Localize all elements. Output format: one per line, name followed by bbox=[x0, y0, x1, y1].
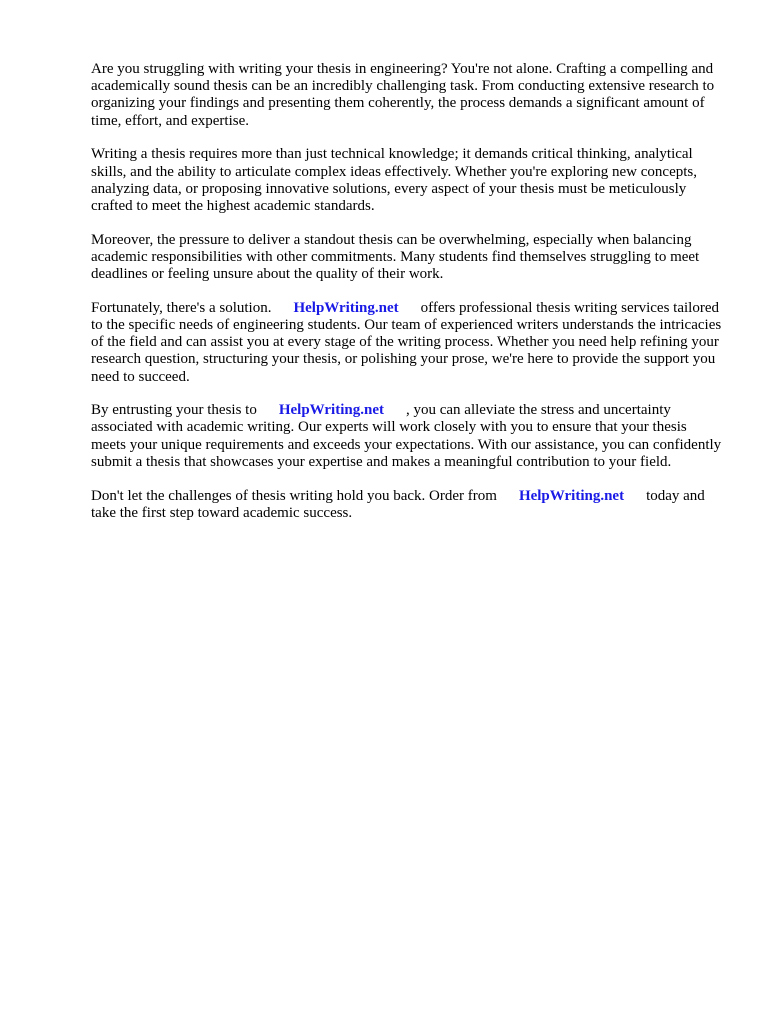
paragraph-text: Moreover, the pressure to deliver a standout thesis can be overwhelming, especially when balancing academic responsibilities with other commitments. Many students find themselves struggling to meet deadlines or feeling unsure about the quality of their work. bbox=[91, 231, 700, 283]
paragraph-text: Writing a thesis requires more than just technical knowledge; it demands critical thinking, analytical skills, and the ability to articulate complex ideas effectively. Whether you're exploring new concepts, analyzing data, or proposing innovative solutions, every aspect of your thesis must be meticulously crafted to meet the highest academic standards. bbox=[91, 146, 697, 214]
helpwriting-link[interactable]: HelpWriting.net bbox=[518, 487, 625, 504]
helpwriting-link[interactable]: HelpWriting.net bbox=[278, 402, 384, 419]
paragraph-text: Fortunately, there's a solution. bbox=[91, 299, 272, 316]
paragraph-closing bbox=[91, 488, 723, 522]
paragraph-solution bbox=[91, 300, 723, 386]
paragraph-text: By entrusting your thesis to bbox=[91, 402, 257, 419]
paragraph-text: offers professional thesis writing services tailored to the specific needs of engineering students. Our team of experienced writers understands the intricacies of the field and can assist you at every stage of the writing process. Whether you need help refining your research question, structuring your thesis, or polishing your prose, we're here to provide the support you need to succeed. bbox=[91, 299, 722, 385]
paragraph-pressure bbox=[91, 232, 723, 284]
paragraph-entrusting bbox=[91, 402, 723, 471]
document-body bbox=[91, 61, 723, 538]
paragraph-text: Don't let the challenges of thesis writing hold you back. Order from bbox=[91, 487, 497, 504]
paragraph-text: Are you struggling with writing your thesis in engineering? You're not alone. Crafting a compelling and academically sound thesis can be an incredibly challenging task. From conducting extensive research to organizing your findings and presenting them coherently, the process demands a significant amount of time, effort, and expertise. bbox=[91, 61, 715, 129]
paragraph-requirements bbox=[91, 146, 723, 215]
helpwriting-link[interactable]: HelpWriting.net bbox=[293, 299, 399, 316]
paragraph-text: today and take the first step toward academic success. bbox=[91, 487, 705, 521]
paragraph-intro bbox=[91, 61, 723, 130]
paragraph-text: , you can alleviate the stress and uncertainty associated with academic writing. Our experts will work closely with you to ensure that your thesis meets your unique requirements and exceeds your expectations. With our assistance, you can confidently submit a thesis that showcases your expertise and makes a meaningful contribution to your field. bbox=[91, 402, 722, 470]
